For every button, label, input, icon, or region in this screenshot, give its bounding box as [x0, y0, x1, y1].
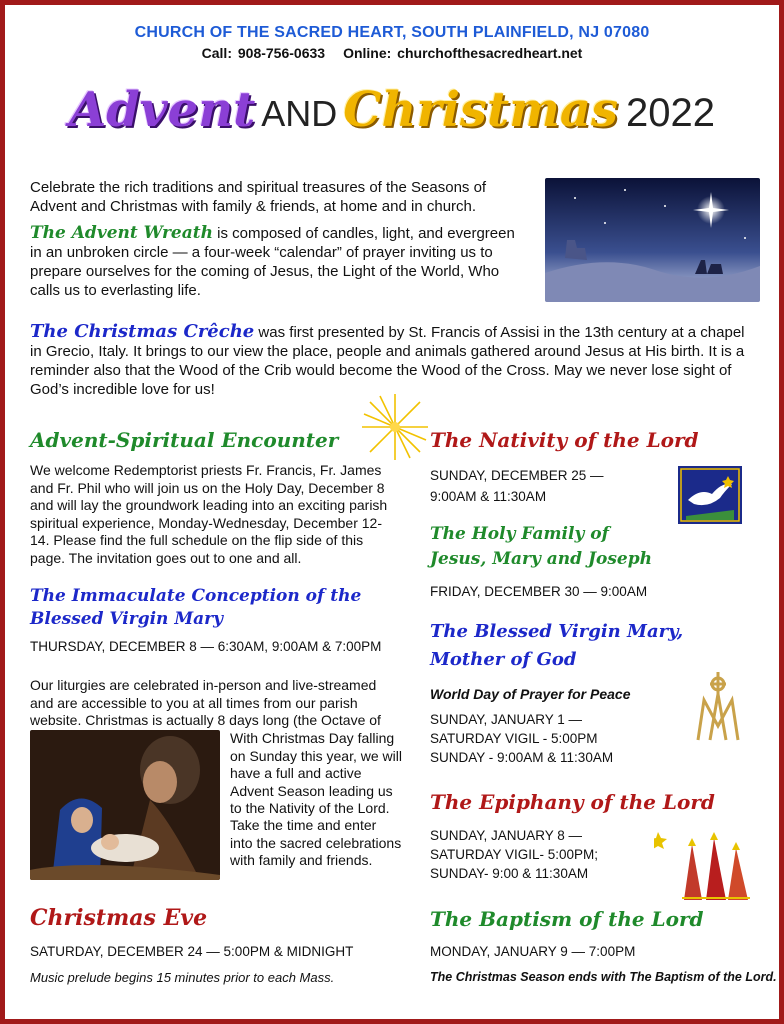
holy-family-painting-image	[30, 730, 220, 880]
nativity-line2: 9:00AM & 11:30AM	[430, 489, 547, 504]
title-advent: Advent	[68, 82, 256, 138]
holy-family-heading-line2: Jesus, Mary and Joseph	[430, 549, 652, 569]
epiphany-line1: SUNDAY, JANUARY 8 —	[430, 828, 583, 843]
epiphany-line2: SATURDAY VIGIL- 5:00PM;	[430, 847, 599, 862]
immaculate-heading-line2: Blessed Virgin Mary	[30, 609, 224, 629]
dove-icon	[678, 466, 742, 524]
advent-wreath-paragraph	[30, 224, 530, 300]
intro-text: Celebrate the rich traditions and spiritual treasures of the Seasons of Advent and Christmas with family & friends, at home and in church.	[30, 179, 487, 215]
christmas-creche-heading: The Christmas Crêche	[30, 321, 255, 342]
advent-encounter-text: We welcome Redemptorist priests Fr. Francis, Fr. James and Fr. Phil who will join us on the Holy Day, December 8 and will lay the groundwork leading into an exciting parish spiritual experience, Monday-Wednesday, December 12-14. Please find the full schedule on the flip side of this page. The invitation goes out to one and all.	[30, 462, 388, 566]
liturgies-text: Our liturgies are celebrated in-person and live-streamed and are accessible to you at all times from our parish website. Christmas is actually 8 days long (the Octave of	[30, 677, 381, 728]
mother-of-god-line1: SUNDAY, JANUARY 1 —	[430, 712, 583, 727]
baptism-note: The Christmas Season ends with The Baptism of the Lord.	[430, 970, 777, 984]
christmas-eve-heading: Christmas Eve	[30, 905, 208, 931]
title-christmas: Christmas	[343, 82, 619, 138]
holy-family-heading-line1: The Holy Family of	[430, 524, 609, 544]
nativity-night-image	[545, 178, 760, 302]
christmas-eve-schedule: SATURDAY, DECEMBER 24 — 5:00PM & MIDNIGHT	[30, 944, 354, 959]
mother-of-god-heading-line2: Mother of God	[430, 649, 577, 670]
contact-line	[0, 45, 784, 61]
take-time-text: Take the time and enter into the sacred celebrations with family and friends.	[230, 817, 402, 868]
christmas-day-text: With Christmas Day falling on Sunday this year, we will have a full and active Advent Season leading us to the Nativity of the Lord.	[230, 730, 402, 816]
title-and: AND	[261, 93, 338, 134]
advent-encounter-heading: Advent-Spiritual Encounter	[30, 428, 339, 452]
three-kings-icon	[654, 824, 754, 900]
page-title	[0, 82, 784, 138]
immaculate-heading	[30, 585, 361, 631]
website: Online: churchofthesacredheart.net	[343, 45, 583, 61]
epiphany-heading: The Epiphany of the Lord	[430, 790, 715, 814]
nativity-line1: SUNDAY, DECEMBER 25 —	[430, 468, 604, 483]
mother-of-god-line2: SATURDAY VIGIL - 5:00PM	[430, 731, 598, 746]
title-year: 2022	[626, 91, 716, 135]
mother-of-god-heading	[430, 618, 683, 674]
immaculate-schedule: THURSDAY, DECEMBER 8 — 6:30AM, 9:00AM & 7:00PM	[30, 639, 382, 654]
immaculate-heading-line1: The Immaculate Conception of the	[30, 586, 362, 606]
holy-family-schedule: FRIDAY, DECEMBER 30 — 9:00AM	[430, 584, 648, 599]
holy-family-heading	[430, 522, 652, 572]
world-peace-subtitle: World Day of Prayer for Peace	[430, 686, 631, 702]
nativity-heading: The Nativity of the Lord	[430, 428, 699, 452]
christmas-creche-paragraph	[30, 322, 760, 399]
mother-of-god-line3: SUNDAY - 9:00AM & 11:30AM	[430, 750, 614, 765]
church-name: CHURCH OF THE SACRED HEART, SOUTH PLAINFIELD, NJ 07080	[134, 24, 650, 41]
advent-wreath-text: is composed of candles, light, and evergreen in an unbroken circle — a four-week “calendar” of prayer inviting us to prepare ourselves for the coming of Jesus, the Light of the World, Who calls us to everlasting life.	[30, 225, 515, 299]
baptism-schedule: MONDAY, JANUARY 9 — 7:00PM	[430, 944, 636, 959]
epiphany-line3: SUNDAY- 9:00 & 11:30AM	[430, 866, 589, 881]
christmas-creche-text: was first presented by St. Francis of Assisi in the 13th century at a chapel in Grecio, Italy. It brings to our view the place, people and animals gathered around Jesus at His birth. It is a reminder also that the Wood of the Crib would become the Wood of the Cross. May we never lose sight of God’s incredible love for us!	[30, 324, 745, 398]
advent-wreath-heading: The Advent Wreath	[30, 223, 213, 243]
mother-of-god-heading-line1: The Blessed Virgin Mary,	[430, 621, 684, 642]
baptism-heading: The Baptism of the Lord	[430, 907, 704, 931]
christmas-eve-note: Music prelude begins 15 minutes prior to each Mass.	[30, 970, 335, 985]
phone: Call: 908-756-0633	[201, 45, 326, 61]
sparkle-star-icon	[360, 392, 430, 462]
marian-monogram-icon	[686, 670, 750, 748]
